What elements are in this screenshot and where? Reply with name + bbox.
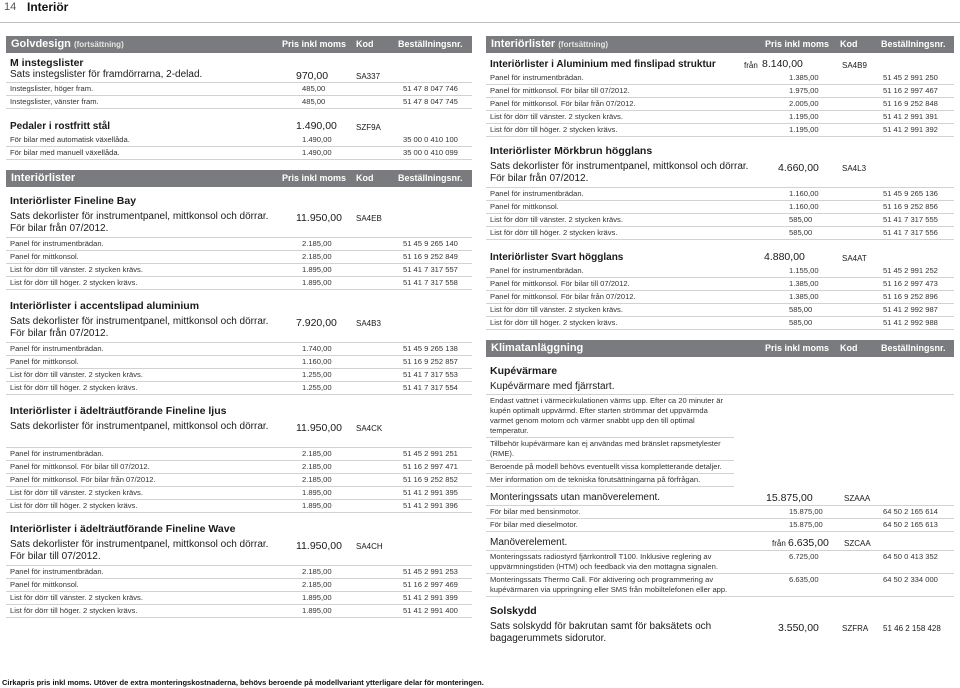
part-row [6, 83, 472, 96]
part-description: List för dörr till vänster. 2 stycken krävs. [10, 265, 143, 274]
part-price: 1.895,00 [302, 278, 332, 287]
part-price: 1.895,00 [302, 606, 332, 615]
part-row [6, 500, 472, 513]
part-number: 51 45 2 991 253 [403, 567, 458, 576]
part-description: Instegslister, höger fram. [10, 84, 94, 93]
part-price: 485,00 [302, 84, 326, 93]
part-price: 585,00 [789, 305, 813, 314]
notes [486, 395, 954, 487]
part-number: 51 41 7 317 553 [403, 370, 458, 379]
part-description: Panel för instrumentbrädan. [10, 567, 104, 576]
part-price: 1.385,00 [789, 292, 819, 301]
section-title: Interiörlister Mörkbrun högglans [490, 145, 653, 157]
part-description: Panel för instrumentbrädan. [10, 449, 104, 458]
manover-rows [486, 551, 954, 597]
part-number: 51 41 7 317 556 [883, 228, 938, 237]
part-row [486, 506, 954, 519]
part-price: 1.740,00 [302, 344, 332, 353]
product-code: SA4B3 [356, 319, 381, 328]
part-number: 51 41 2 991 399 [403, 593, 458, 602]
right-column [486, 36, 954, 647]
part-description: Monteringssats radiostyrd fjärrkontroll T100. Inklusive reglering av uppvärmningstiden (HTM) och feedback via den mottagna signalen. [490, 552, 718, 571]
product-description: Sats dekorlister för instrumentpanel, mittkonsol och dörrar. [10, 421, 269, 432]
part-row [486, 188, 954, 201]
part-description: List för dörr till höger. 2 stycken krävs. [490, 228, 618, 237]
product-description: Sats dekorlister för instrumentpanel, mittkonsol och dörrar. För bilar från 07/2012. [490, 161, 749, 184]
header-price: Pris inkl moms [765, 343, 830, 353]
part-number: 51 41 2 991 400 [403, 606, 458, 615]
section-title: Solskydd [490, 605, 537, 617]
part-description: Panel för mittkonsol. För bilar till 07/2012. [10, 462, 150, 471]
header-code: Kod [840, 343, 858, 353]
product-description: Sats dekorlister för instrumentpanel, mittkonsol och dörrar. För bilar från 07/2012. [10, 316, 269, 339]
part-row [486, 304, 954, 317]
part-description: Panel för instrumentbrädan. [10, 344, 104, 353]
section-title: Interiörlister Fineline Bay [10, 195, 137, 207]
part-description: För bilar med automatisk växellåda. [10, 135, 130, 144]
part-row [486, 72, 954, 85]
part-number: 51 41 2 991 391 [883, 112, 938, 121]
part-row [6, 251, 472, 264]
part-price: 2.005,00 [789, 99, 819, 108]
part-description: List för dörr till vänster. 2 stycken krävs. [10, 593, 143, 602]
section-title: Interiörlister i ädelträutförande Fineline ljus [10, 405, 227, 417]
product-price: 11.950,00 [296, 212, 342, 224]
part-description: För bilar med bensinmotor. [490, 507, 581, 516]
product-row [486, 491, 954, 506]
part-row [486, 201, 954, 214]
product-row [6, 539, 472, 566]
header-order-number: Beställningsnr. [398, 173, 463, 183]
section-title: Interiörlister i accentslipad aluminium [10, 300, 200, 312]
part-row [6, 134, 472, 147]
header-price: Pris inkl moms [282, 173, 347, 183]
part-price: 1.155,00 [789, 266, 819, 275]
section-title: Kupévärmare [490, 365, 558, 377]
part-price: 6.635,00 [789, 575, 819, 584]
part-number: 51 41 2 991 395 [403, 488, 458, 497]
part-price: 1.255,00 [302, 370, 332, 379]
part-number: 51 47 8 047 745 [403, 97, 458, 106]
part-number: 51 45 2 991 250 [883, 73, 938, 82]
part-number: 51 46 2 158 428 [883, 624, 941, 633]
product-code: SA4AT [842, 254, 867, 263]
part-number: 51 45 2 991 252 [883, 266, 938, 275]
alu-rows [486, 72, 954, 137]
part-description: Panel för mittkonsol. För bilar till 07/2012. [490, 86, 630, 95]
part-price: 485,00 [302, 97, 326, 106]
product-row [6, 421, 472, 448]
part-description: Panel för mittkonsol. För bilar till 07/2012. [490, 279, 630, 288]
part-row [486, 124, 954, 137]
part-description: List för dörr till höger. 2 stycken krävs. [10, 501, 138, 510]
part-row [6, 369, 472, 382]
product-row [486, 536, 954, 551]
part-number: 51 41 7 317 558 [403, 278, 458, 287]
header-title: Interiörlister [491, 38, 556, 50]
note-text: Endast vattnet i värmecirkulationen värms upp. Efter ca 20 minuter är kupén optimalt uppvärmd. Efter starten strömmar det uppvärmda varmet genom motorn och värmer snabbt upp den till optimal temperatur. [486, 395, 734, 438]
part-row [486, 551, 954, 574]
product-price: 7.920,00 [296, 317, 337, 329]
header-order-number: Beställningsnr. [881, 343, 946, 353]
part-description: List för dörr till höger. 2 stycken krävs. [10, 278, 138, 287]
product-description: Manöverelement. [490, 537, 568, 548]
part-number: 51 16 2 997 467 [883, 86, 938, 95]
part-row [486, 227, 954, 240]
part-description: Panel för instrumentbrädan. [490, 73, 584, 82]
part-number: 51 16 2 997 469 [403, 580, 458, 589]
part-description: Panel för mittkonsol. [490, 202, 559, 211]
product-description: Sats solskydd för bakrutan samt för baksätets och bagagerummets sidorutor. [490, 621, 712, 644]
product-row [486, 381, 954, 395]
part-row [486, 519, 954, 532]
section-title: Pedaler i rostfritt stål [10, 121, 111, 132]
part-price: 585,00 [789, 215, 813, 224]
part-number: 51 41 7 317 555 [883, 215, 938, 224]
product-code: SA4CH [356, 542, 383, 551]
part-row [486, 98, 954, 111]
part-description: För bilar med dieselmotor. [490, 520, 578, 529]
part-row [6, 277, 472, 290]
part-row [6, 592, 472, 605]
part-number: 51 41 2 991 392 [883, 125, 938, 134]
part-row [6, 264, 472, 277]
part-row [6, 579, 472, 592]
part-description: Panel för instrumentbrädan. [490, 189, 584, 198]
footer-note: Cirkapris pris inkl moms. Utöver de extra monteringskostnaderna, behövs beroende på modellvariant ytterligare delar för monteringen. [2, 678, 484, 687]
product-description: Monteringssats utan manöverelement. [490, 492, 661, 503]
product-row [486, 621, 954, 647]
part-number: 64 50 2 165 613 [883, 520, 938, 529]
part-price: 1.895,00 [302, 488, 332, 497]
part-price: 2.185,00 [302, 462, 332, 471]
part-number: 51 16 9 252 848 [883, 99, 938, 108]
product-price: 15.875,00 [766, 492, 813, 504]
header-subtitle: (fortsättning) [73, 40, 124, 49]
price-from-label: från [772, 539, 786, 548]
product-row [6, 316, 472, 343]
page-title: Interiör [27, 0, 69, 14]
product-price: 8.140,00 [762, 58, 803, 70]
part-number: 51 16 2 997 473 [883, 279, 938, 288]
part-price: 1.895,00 [302, 501, 332, 510]
part-row [6, 382, 472, 395]
part-description: List för dörr till höger. 2 stycken krävs. [490, 125, 618, 134]
product-description: Sats instegslister för framdörrarna, 2-delad. [10, 69, 203, 80]
section-title: M instegslister [10, 57, 84, 69]
part-description: List för dörr till höger. 2 stycken krävs. [10, 383, 138, 392]
header-order-number: Beställningsnr. [881, 39, 946, 49]
part-row [486, 265, 954, 278]
product-description: Sats dekorlister för instrumentpanel, mittkonsol och dörrar. För bilar till 07/2012. [10, 539, 269, 562]
part-price: 1.490,00 [302, 148, 332, 157]
page-header [0, 0, 960, 23]
price-from-label: från [744, 61, 758, 70]
part-number: 51 16 9 252 856 [883, 202, 938, 211]
section-title-row [486, 57, 954, 72]
header-order-number: Beställningsnr. [398, 39, 463, 49]
header-title: Golvdesign [11, 38, 71, 50]
part-number: 51 47 8 047 746 [403, 84, 458, 93]
part-row [486, 291, 954, 304]
product-code: SZFRA [842, 624, 869, 633]
header-title: Interiörlister [11, 172, 76, 184]
part-description: Panel för mittkonsol. För bilar från 07/2012. [10, 475, 156, 484]
section-header-klimat [486, 340, 954, 357]
morkbrun-rows [486, 188, 954, 240]
part-price: 15.875,00 [789, 507, 823, 516]
header-price: Pris inkl moms [765, 39, 830, 49]
part-price: 1.895,00 [302, 265, 332, 274]
part-number: 51 41 2 991 396 [403, 501, 458, 510]
header-price: Pris inkl moms [282, 39, 347, 49]
part-price: 1.490,00 [302, 135, 332, 144]
part-description: List för dörr till vänster. 2 stycken krävs. [490, 305, 623, 314]
part-number: 64 50 2 334 000 [883, 575, 938, 584]
header-subtitle: (fortsättning) [558, 40, 609, 49]
product-price: 11.950,00 [296, 422, 342, 434]
part-number: 51 16 2 997 471 [403, 462, 458, 471]
product-code: SA337 [356, 72, 381, 81]
product-code: SA4EB [356, 214, 382, 223]
header-code: Kod [356, 39, 374, 49]
part-price: 1.975,00 [789, 86, 819, 95]
part-number: 35 00 0 410 100 [403, 135, 458, 144]
part-number: 51 16 9 252 896 [883, 292, 938, 301]
left-column [6, 36, 472, 618]
part-price: 2.185,00 [302, 475, 332, 484]
product-price: 6.635,00 [788, 537, 829, 549]
section-title: Interiörlister Svart högglans [490, 252, 624, 263]
part-row [6, 343, 472, 356]
part-number: 51 45 2 991 251 [403, 449, 458, 458]
part-number: 51 16 9 252 857 [403, 357, 458, 366]
section-title-row [486, 250, 954, 265]
part-description: Panel för mittkonsol. [10, 252, 79, 261]
part-number: 51 41 7 317 557 [403, 265, 458, 274]
part-row [6, 461, 472, 474]
part-description: List för dörr till vänster. 2 stycken krävs. [10, 370, 143, 379]
section-title: Interiörlister i ädelträutförande Fineline Wave [10, 523, 236, 535]
product-price: 970,00 [296, 70, 329, 82]
product-price: 11.950,00 [296, 540, 342, 552]
part-number: 51 45 9 265 136 [883, 189, 938, 198]
part-number: 51 41 2 992 988 [883, 318, 938, 327]
product-row [486, 161, 954, 188]
part-price: 585,00 [789, 318, 813, 327]
product-description: Kupévärmare med fjärrstart. [490, 381, 615, 392]
header-code: Kod [840, 39, 858, 49]
part-description: Panel för mittkonsol. För bilar från 07/2012. [490, 292, 636, 301]
part-description: För bilar med manuell växellåda. [10, 148, 120, 157]
part-price: 1.385,00 [789, 279, 819, 288]
part-row [486, 214, 954, 227]
part-price: 1.160,00 [789, 202, 819, 211]
part-number: 51 45 9 265 138 [403, 344, 458, 353]
part-number: 51 16 9 252 849 [403, 252, 458, 261]
product-row [6, 69, 472, 83]
part-number: 64 50 0 413 352 [883, 552, 938, 561]
part-price: 1.195,00 [789, 125, 819, 134]
product-code: SZAAA [844, 494, 871, 503]
part-description: Panel för instrumentbrädan. [490, 266, 584, 275]
part-price: 585,00 [789, 228, 813, 237]
part-row [486, 85, 954, 98]
product-row [6, 211, 472, 238]
product-code: SA4CK [356, 424, 383, 433]
part-description: Panel för mittkonsol. [10, 580, 79, 589]
part-description: Panel för instrumentbrädan. [10, 239, 104, 248]
part-price: 2.185,00 [302, 449, 332, 458]
product-price: 3.550,00 [778, 622, 819, 634]
svart-rows [486, 265, 954, 330]
page-number: 14 [4, 1, 17, 13]
part-row [6, 605, 472, 618]
note-text: Beroende på modell behövs eventuellt vissa kompletterande detaljer. [486, 461, 734, 474]
product-price: 1.490,00 [296, 120, 337, 132]
header-code: Kod [356, 173, 374, 183]
product-description: Sats dekorlister för instrumentpanel, mittkonsol och dörrar. För bilar från 07/2012. [10, 211, 269, 234]
part-price: 2.185,00 [302, 567, 332, 576]
part-price: 2.185,00 [302, 580, 332, 589]
part-row [6, 147, 472, 160]
part-price: 1.160,00 [789, 189, 819, 198]
part-row [486, 574, 954, 597]
section-header-golvdesign [6, 36, 472, 53]
part-description: Monteringssats Thermo Call. För aktivering och programmering av kupévärmaren via uppringning eller SMS från mobiltelefonen eller app. [490, 575, 728, 594]
part-row [6, 448, 472, 461]
part-number: 51 41 2 992 987 [883, 305, 938, 314]
note-text: Tillbehör kupévärmare kan ej användas med bränslet rapsmetylester (RME). [486, 438, 734, 461]
section-header-interiorlister [6, 170, 472, 187]
interiorlister-sections [6, 195, 472, 618]
part-description: Instegslister, vänster fram. [10, 97, 99, 106]
part-row [6, 238, 472, 251]
product-code: SZF9A [356, 123, 381, 132]
product-code: SA4B9 [842, 61, 867, 70]
product-price: 4.660,00 [778, 162, 819, 174]
part-description: List för dörr till vänster. 2 stycken krävs. [490, 215, 623, 224]
part-row [486, 111, 954, 124]
header-title: Klimatanläggning [491, 342, 584, 354]
product-code: SZCAA [844, 539, 871, 548]
product-price: 4.880,00 [764, 251, 805, 263]
part-price: 1.895,00 [302, 593, 332, 602]
part-price: 2.185,00 [302, 252, 332, 261]
part-row [6, 96, 472, 109]
part-row [486, 317, 954, 330]
part-description: Panel för mittkonsol. [10, 357, 79, 366]
part-row [6, 474, 472, 487]
product-code: SA4L3 [842, 164, 867, 173]
part-price: 2.185,00 [302, 239, 332, 248]
section-title: Interiörlister i Aluminium med finslipad struktur [490, 59, 716, 70]
montering-rows [486, 506, 954, 532]
part-description: List för dörr till höger. 2 stycken krävs. [490, 318, 618, 327]
part-row [6, 566, 472, 579]
part-number: 64 50 2 165 614 [883, 507, 938, 516]
part-row [486, 278, 954, 291]
part-number: 35 00 0 410 099 [403, 148, 458, 157]
part-number: 51 41 7 317 554 [403, 383, 458, 392]
part-price: 6.725,00 [789, 552, 819, 561]
part-row [6, 356, 472, 369]
part-number: 51 45 9 265 140 [403, 239, 458, 248]
part-description: List för dörr till vänster. 2 stycken krävs. [10, 488, 143, 497]
part-price: 1.160,00 [302, 357, 332, 366]
part-description: List för dörr till vänster. 2 stycken krävs. [490, 112, 623, 121]
part-price: 1.195,00 [789, 112, 819, 121]
section-header-interiorlister-cont [486, 36, 954, 53]
part-price: 1.255,00 [302, 383, 332, 392]
part-description: Panel för mittkonsol. För bilar från 07/2012. [490, 99, 636, 108]
part-row [6, 487, 472, 500]
part-price: 1.385,00 [789, 73, 819, 82]
part-number: 51 16 9 252 852 [403, 475, 458, 484]
part-description: List för dörr till höger. 2 stycken krävs. [10, 606, 138, 615]
section-title-row [6, 119, 472, 134]
part-price: 15.875,00 [789, 520, 823, 529]
note-text: Mer information om de tekniska förutsättningarna på förfrågan. [486, 474, 734, 487]
